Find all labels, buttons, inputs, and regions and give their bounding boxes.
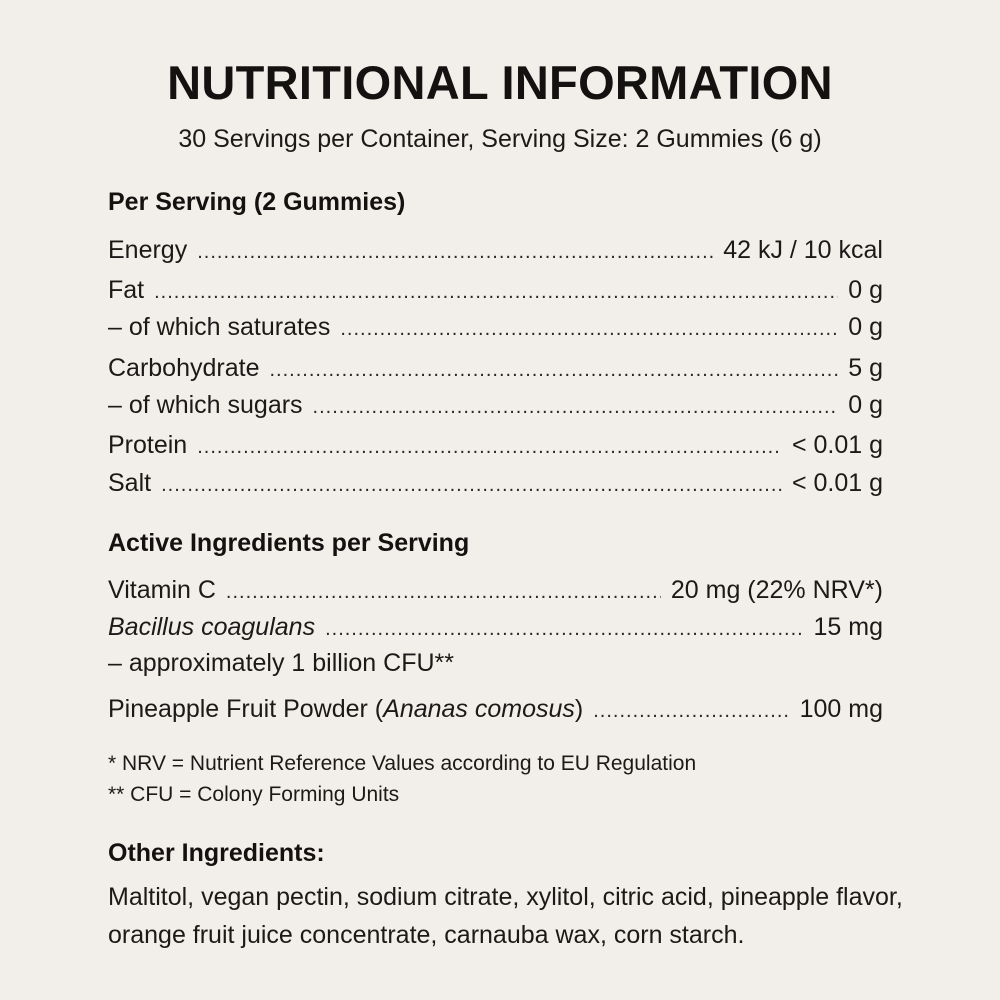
footnote-nrv: * NRV = Nutrient Reference Values according to EU Regulation bbox=[108, 752, 697, 775]
other-ingredients-text: Maltitol, vegan pectin, sodium citrate, xylitol, citric acid, pineapple flavor, orange fruit juice concentrate, carnauba wax, corn starch. bbox=[108, 883, 903, 949]
nutrient-row-carbohydrate bbox=[108, 352, 883, 384]
nutrient-value: 0 g bbox=[848, 313, 883, 341]
nutrient-value: < 0.01 g bbox=[791, 469, 883, 497]
ingredient-label bbox=[108, 693, 583, 725]
active-ingredients-heading: Active Ingredients per Serving bbox=[108, 529, 470, 557]
dot-leader bbox=[325, 613, 803, 645]
nutrient-value: 0 g bbox=[848, 391, 883, 419]
nutrient-value: 42 kJ / 10 kcal bbox=[723, 236, 883, 264]
dot-leader bbox=[161, 469, 782, 501]
footnote-cfu: ** CFU = Colony Forming Units bbox=[108, 783, 400, 806]
nutrient-label: Salt bbox=[108, 469, 152, 497]
nutrient-row-energy bbox=[108, 234, 883, 266]
dot-leader bbox=[313, 391, 839, 423]
nutrient-row-protein bbox=[108, 429, 883, 461]
ingredient-row-pineapple bbox=[108, 693, 883, 725]
dot-leader bbox=[154, 276, 838, 308]
ingredient-label: Vitamin C bbox=[108, 576, 216, 604]
dot-leader bbox=[197, 431, 782, 463]
dot-leader bbox=[340, 313, 838, 345]
nutrient-label: Fat bbox=[108, 276, 145, 304]
nutrient-label: Energy bbox=[108, 236, 188, 264]
nutrient-value: 0 g bbox=[848, 276, 883, 304]
ingredient-value: 100 mg bbox=[799, 695, 883, 723]
ingredient-row-bacillus bbox=[108, 611, 883, 643]
nutrient-row-fat bbox=[108, 274, 883, 306]
ingredient-latin-name: Bacillus coagulans bbox=[108, 613, 316, 641]
nutrient-row-salt bbox=[108, 467, 883, 499]
bacillus-cfu-note: – approximately 1 billion CFU** bbox=[108, 649, 454, 677]
other-ingredients-heading: Other Ingredients: bbox=[108, 839, 325, 867]
nutrient-label: – of which sugars bbox=[108, 391, 303, 419]
nutrient-row-saturates bbox=[108, 311, 883, 343]
dot-leader bbox=[226, 576, 661, 608]
per-serving-heading: Per Serving (2 Gummies) bbox=[108, 188, 406, 216]
ingredient-latin-name: Ananas comosus bbox=[383, 695, 575, 723]
nutrient-value: < 0.01 g bbox=[791, 431, 883, 459]
ingredient-value: 20 mg (22% NRV*) bbox=[670, 576, 883, 604]
label-part: Pineapple Fruit Powder ( bbox=[108, 695, 384, 723]
serving-info: 30 Servings per Container, Serving Size: 2 Gummies (6 g) bbox=[178, 125, 822, 153]
nutrient-label: Protein bbox=[108, 431, 188, 459]
dot-leader bbox=[593, 695, 789, 727]
ingredient-value: 15 mg bbox=[813, 613, 883, 641]
ingredient-label bbox=[108, 611, 315, 643]
label-part: ) bbox=[574, 695, 584, 723]
page-title: NUTRITIONAL INFORMATION bbox=[167, 56, 833, 109]
dot-leader bbox=[197, 236, 713, 268]
nutrient-label: – of which saturates bbox=[108, 313, 331, 341]
nutrient-row-sugars bbox=[108, 389, 883, 421]
ingredient-row-vitamin-c bbox=[108, 574, 883, 606]
nutrient-label: Carbohydrate bbox=[108, 354, 260, 382]
nutrient-value: 5 g bbox=[848, 354, 883, 382]
dot-leader bbox=[269, 354, 838, 386]
